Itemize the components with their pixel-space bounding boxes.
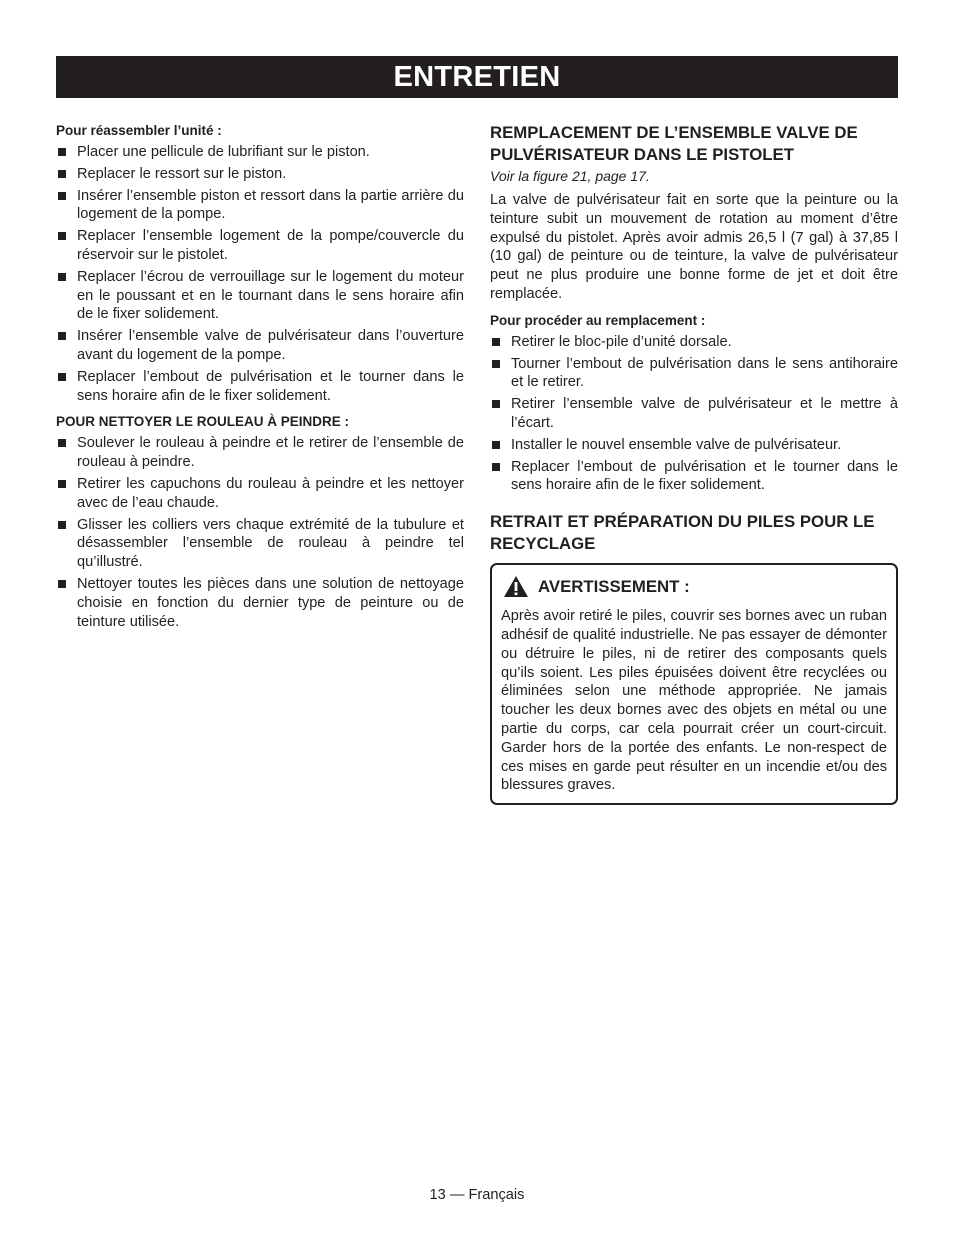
list-item (56, 227, 464, 265)
list-item (56, 434, 464, 472)
list-item (56, 475, 464, 513)
bullet-square-icon (58, 580, 66, 588)
list-item (490, 395, 898, 433)
bullet-square-icon (492, 360, 500, 368)
warning-box (490, 563, 898, 805)
list-item-text: Glisser les colliers vers chaque extrémité de la tubulure et désassembler l’ensemble de rouleau à peindre tel qu’illustré. (77, 516, 464, 571)
bullet-square-icon (58, 232, 66, 240)
right-column (490, 122, 898, 805)
list-item-text: Retirer l’ensemble valve de pulvérisateur et le mettre à l’écart. (511, 396, 898, 431)
list-item (490, 355, 898, 393)
list-item-text: Replacer l’embout de pulvérisation et le tourner dans le sens horaire afin de le fixer solidement. (77, 368, 464, 404)
warning-triangle-icon (503, 575, 529, 598)
list-item (56, 368, 464, 406)
bullet-square-icon (492, 400, 500, 408)
list-item (56, 187, 464, 225)
list-item (56, 575, 464, 631)
list-item-text: Replacer l’embout de pulvérisation et le tourner dans le sens horaire afin de le fixer solidement. (511, 458, 898, 494)
list-item (56, 165, 464, 184)
recycling-section-title: RETRAIT ET PRÉPARATION DU PILES POUR LE RECYCLAGE (490, 512, 875, 554)
clean-roller-heading: POUR NETTOYER LE ROULEAU À PEINDRE : (56, 414, 350, 430)
list-item (56, 143, 464, 162)
list-item-text: Retirer le bloc-pile d’unité dorsale. (511, 333, 732, 350)
left-column (56, 122, 464, 639)
list-item (490, 458, 898, 496)
list-item (490, 333, 898, 352)
list-item-text: Replacer le ressort sur le piston. (77, 165, 287, 182)
section-title-banner: ENTRETIEN (56, 56, 898, 98)
list-item-text: Installer le nouvel ensemble valve de pulvérisateur. (511, 436, 842, 453)
bullet-square-icon (492, 338, 500, 346)
bullet-square-icon (492, 463, 500, 471)
clean-roller-list (56, 434, 464, 631)
valve-paragraph: La valve de pulvérisateur fait en sorte que la peinture ou la teinture subit un mouvement de rotation au moment d’être expulsé du pistolet. Après avoir admis 26,5 l (7 gal) à 37,85 l (10 gal) de peinture ou de teinture, la valve de pulvérisateur peut ne plus produire une bonne forme de jet et doit être remplacée. (490, 192, 898, 302)
warning-header (501, 575, 887, 598)
bullet-square-icon (58, 521, 66, 529)
bullet-square-icon (492, 441, 500, 449)
list-item-text: Nettoyer toutes les pièces dans une solution de nettoyage choisie en fonction du dernier type de peinture ou de teinture utilisée. (77, 575, 464, 630)
list-item-text: Replacer l’écrou de verrouillage sur le logement du moteur en le poussant et en le tournant dans le sens horaire afin de le fixer solidement. (77, 268, 464, 323)
list-item-text: Insérer l’ensemble piston et ressort dans la partie arrière du logement de la pompe. (77, 187, 464, 223)
list-item-text: Replacer l’ensemble logement de la pompe/couvercle du réservoir sur le pistolet. (77, 228, 464, 263)
bullet-square-icon (58, 192, 66, 200)
list-item-text: Placer une pellicule de lubrifiant sur le piston. (77, 144, 370, 160)
figure-reference: Voir la figure 21, page 17. (490, 168, 650, 184)
bullet-square-icon (58, 480, 66, 488)
valve-section-title: REMPLACEMENT DE L’ENSEMBLE VALVE DE PULVÉRISATEUR DANS LE PISTOLET (490, 123, 858, 164)
list-item (56, 268, 464, 324)
procedure-heading: Pour procéder au remplacement : (490, 312, 706, 328)
list-item-text: Insérer l’ensemble valve de pulvérisateur dans l’ouverture avant du logement de la pompe. (77, 328, 464, 363)
bullet-square-icon (58, 170, 66, 178)
list-item-text: Retirer les capuchons du rouleau à peindre et les nettoyer avec de l’eau chaude. (77, 475, 464, 511)
reassemble-list (56, 143, 464, 405)
warning-text: Après avoir retiré le piles, couvrir ses bornes avec un ruban adhésif de qualité industrielle. Ne pas essayer de démonter ou détruire le piles, ni de retirer des composants quels qu’ils soient. Les piles épuisées doivent être recyclées ou éliminées selon une méthode appropriée. Ne jamais toucher les deux bornes avec des objets en métal ou une partie du corps, car cela pourrait créer un court-circuit. Garder hors de la portée des enfants. Le non-respect de ces mises en garde peut résulter en un incendie et/ou des blessures graves. (501, 608, 887, 794)
list-item-text: Soulever le rouleau à peindre et le retirer de l’ensemble de rouleau à peindre. (77, 435, 464, 471)
bullet-square-icon (58, 148, 66, 156)
page-footer: 13 — Français (429, 1187, 525, 1203)
reassemble-heading: Pour réassembler l’unité : (56, 123, 222, 138)
warning-title: AVERTISSEMENT : (538, 576, 690, 596)
bullet-square-icon (58, 332, 66, 340)
list-item (56, 516, 464, 572)
list-item-text: Tourner l’embout de pulvérisation dans le sens antihoraire et le retirer. (511, 355, 898, 391)
bullet-square-icon (58, 373, 66, 381)
bullet-square-icon (58, 273, 66, 281)
list-item (56, 327, 464, 365)
list-item (490, 436, 898, 455)
procedure-list (490, 333, 898, 495)
bullet-square-icon (58, 439, 66, 447)
